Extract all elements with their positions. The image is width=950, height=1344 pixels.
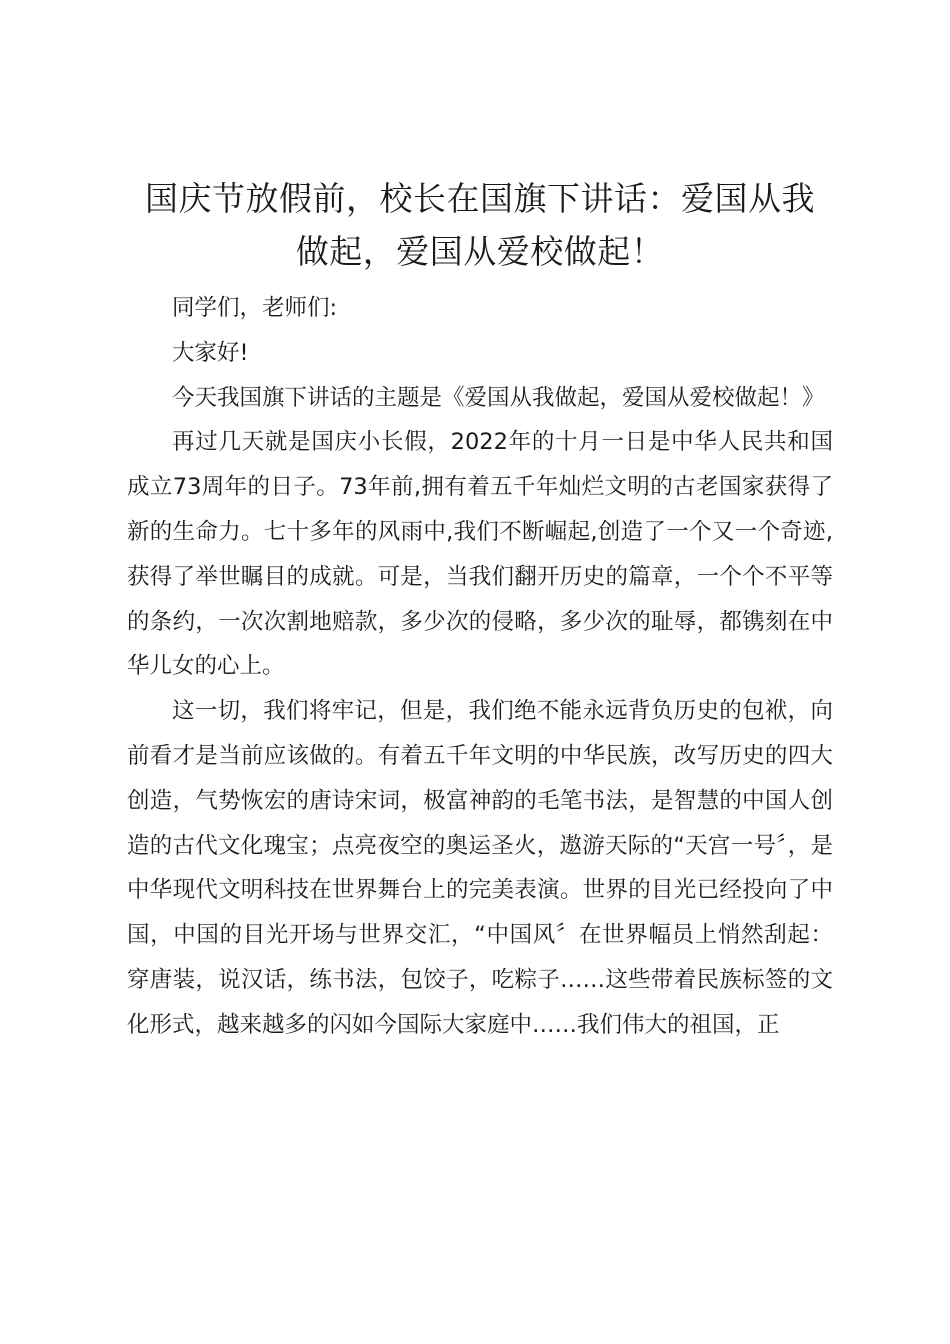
greeting: 大家好! [172,339,249,366]
document-page [127,172,833,1048]
document-title [127,172,833,278]
title-line-1: 国庆节放假前，校长在国旗下讲话：爱国从我 [145,179,815,218]
paragraph-national-day: 再过几天就是国庆小长假，2022年的十月一日是中华人民共和国成立73周年的日子。73年前,拥有着五千年灿烂文明的古老国家获得了新的生命力。七十多年的风雨中,我们不断崛起,创造了一个又一个奇迹,获得了举世瞩目的成就。可是，当我们翻开历史的篇章，一个个不平等的条约，一次次割地赔款，多少次的侵略，多少次的耻辱，都镌刻在中华儿女的心上。 [127,429,833,680]
paragraph-history: 这一切，我们将牢记，但是，我们绝不能永远背负历史的包袱，向前看才是当前应该做的。有着五千年文明的中华民族，改写历史的四大创造，气势恢宏的唐诗宋词，极富神韵的毛笔书法，是智慧的中国人创造的古代文化瑰宝；点亮夜空的奥运圣火，遨游天际的“天宫一号〞，是中华现代文明科技在世界舞台上的完美表演。世界的目光已经投向了中国，中国的目光开场与世界交汇，“中国风〞在世界幅员上悄然刮起：穿唐装，说汉话，练书法，包饺子，吃粽子……这些带着民族标签的文化形式，越来越多的闪如今国际大家庭中……我们伟大的祖国，正 [127,698,833,1038]
title-line-2: 做起，爱国从爱校做起！ [295,232,665,271]
document-body [127,286,833,1048]
salutation: 同学们，老师们: [172,295,338,321]
paragraph-topic: 今天我国旗下讲话的主题是《爱国从我做起，爱国从爱校做起！》 [172,384,825,411]
